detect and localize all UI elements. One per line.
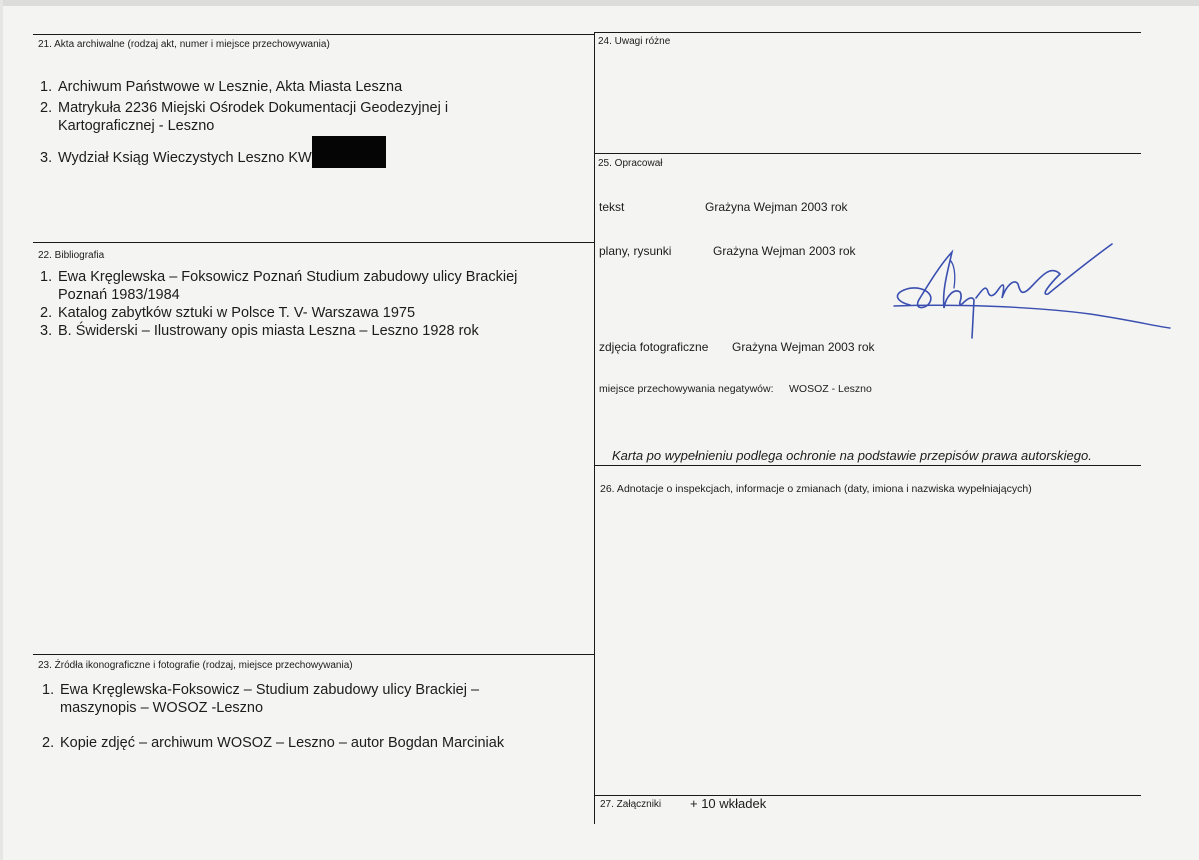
zdjecia-value: Grażyna Wejman 2003 rok	[732, 340, 875, 354]
divider-top-left	[33, 34, 595, 35]
page-top-edge	[0, 0, 1199, 6]
page-left-edge	[0, 0, 3, 860]
plany-label: plany, rysunki	[599, 244, 672, 258]
section-26-label: 26. Adnotacje o inspekcjach, informacje o zmianach (daty, imiona i nazwiska wypełniających)	[600, 483, 1032, 495]
divider-27	[594, 795, 1141, 796]
divider-26	[594, 465, 1141, 466]
tekst-value: Grażyna Wejman 2003 rok	[705, 200, 848, 214]
section-21-item-3: 3. Wydział Ksiąg Wieczystych Leszno KW	[40, 142, 386, 174]
divider-top-right	[594, 32, 1141, 33]
divider-25	[594, 153, 1141, 154]
section-21-item-2: 2. Matrykuła 2236 Miejski Ośrodek Dokumentacji Geodezyjnej i Kartograficznej - Leszno	[40, 100, 449, 134]
divider-22	[33, 242, 595, 243]
tekst-label: tekst	[599, 200, 625, 214]
negatywy-label: miejsce przechowywania negatywów:	[599, 383, 774, 395]
section-22-item-1: 1. Ewa Kręglewska – Foksowicz Poznań Studium zabudowy ulicy Brackiej Poznań 1983/1984	[40, 269, 518, 303]
section-24-label: 24. Uwagi różne	[598, 36, 671, 47]
plany-value: Grażyna Wejman 2003 rok	[713, 244, 856, 258]
divider-23	[33, 654, 595, 655]
section-23-item-2: 2. Kopie zdjęć – archiwum WOSOZ – Leszno – autor Bogdan Marciniak	[42, 735, 505, 751]
zdjecia-label: zdjęcia fotograficzne	[599, 340, 709, 354]
section-27-label: 27. Załączniki	[600, 799, 662, 810]
center-divider	[594, 32, 595, 824]
section-23-label: 23. Źródła ikonograficzne i fotografie (rodzaj, miejsce przechowywania)	[38, 660, 353, 671]
copyright-notice: Karta po wypełnieniu podlega ochronie na podstawie przepisów prawa autorskiego.	[612, 448, 1092, 463]
signature	[890, 240, 1180, 350]
section-22-item-3: 3. B. Świderski – Ilustrowany opis miasta Leszna – Leszno 1928 rok	[40, 323, 479, 339]
section-21-item-1: 1. Archiwum Państwowe w Lesznie, Akta Miasta Leszna	[40, 79, 403, 95]
section-27-value: + 10 wkładek	[690, 796, 767, 811]
section-25-label: 25. Opracował	[598, 158, 663, 169]
section-23-item-1: 1. Ewa Kręglewska-Foksowicz – Studium zabudowy ulicy Brackiej – maszynopis – WOSOZ -Leszno	[42, 682, 480, 716]
redaction-block	[312, 136, 386, 168]
negatywy-value: WOSOZ - Leszno	[789, 383, 872, 395]
section-21-label: 21. Akta archiwalne (rodzaj akt, numer i miejsce przechowywania)	[38, 39, 330, 50]
section-22-item-2: 2. Katalog zabytków sztuki w Polsce T. V- Warszawa 1975	[40, 305, 416, 321]
section-22-label: 22. Bibliografia	[38, 250, 105, 261]
